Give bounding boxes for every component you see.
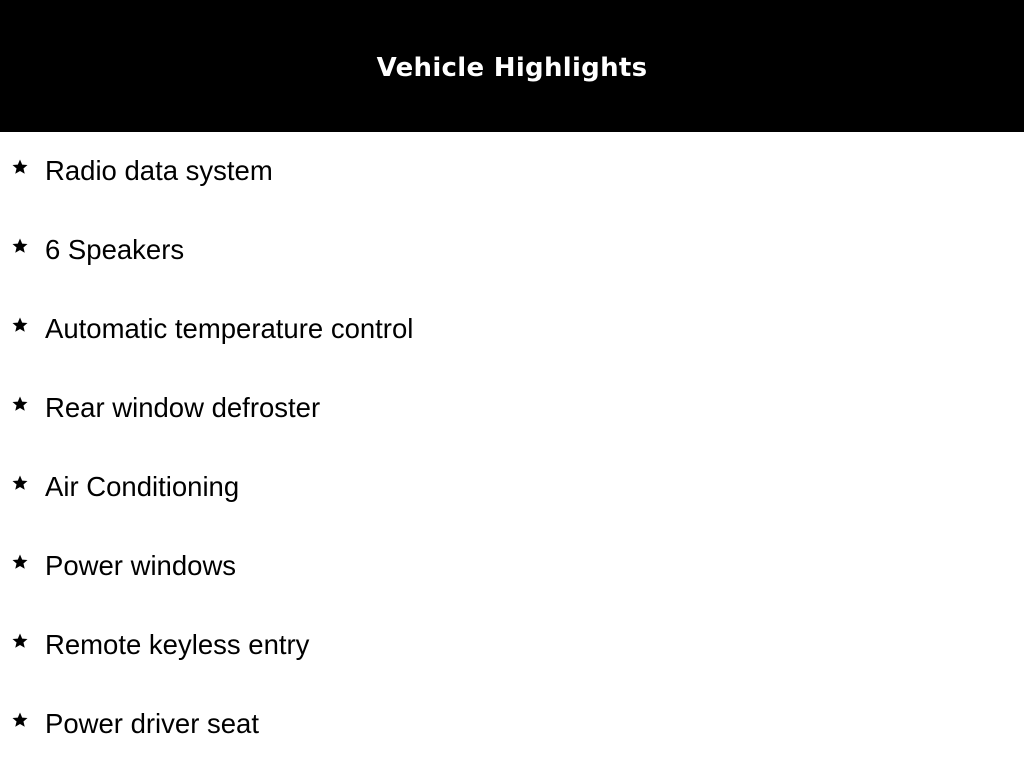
star-icon (11, 395, 29, 413)
list-item-label: Radio data system (45, 155, 273, 186)
highlights-list (0, 132, 1024, 764)
page-title: Vehicle Highlights (376, 53, 648, 83)
star-icon (11, 553, 29, 571)
star-icon (11, 316, 29, 334)
list-item-label: 6 Speakers (45, 234, 185, 265)
list-item-label: Power windows (45, 550, 237, 581)
list-item-label: Automatic temperature control (45, 313, 414, 344)
list-item (0, 606, 1024, 685)
list-item (0, 132, 1024, 211)
star-icon (11, 632, 29, 650)
star-icon (11, 711, 29, 729)
star-icon (11, 158, 29, 176)
list-item-label: Power driver seat (45, 708, 259, 739)
list-item (0, 448, 1024, 527)
page-header (0, 0, 1024, 132)
list-item (0, 369, 1024, 448)
star-icon (11, 474, 29, 492)
list-item-label: Air Conditioning (45, 471, 240, 502)
list-item-label: Remote keyless entry (45, 629, 310, 660)
list-item (0, 685, 1024, 764)
star-icon (11, 237, 29, 255)
list-item-label: Rear window defroster (45, 392, 321, 423)
list-item (0, 211, 1024, 290)
list-item (0, 290, 1024, 369)
list-item (0, 527, 1024, 606)
